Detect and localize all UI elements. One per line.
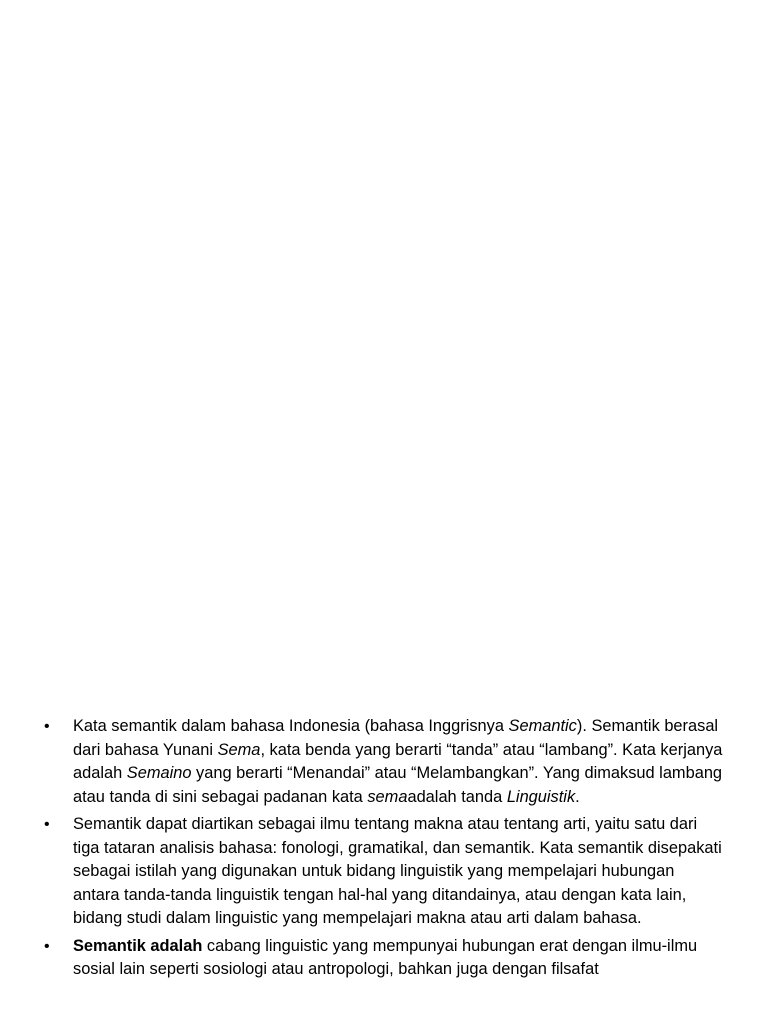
bullet-item-1	[44, 715, 724, 809]
text-run: adalah tanda	[407, 787, 507, 806]
bullet-dot-icon: •	[44, 816, 50, 833]
text-run: .	[575, 787, 580, 806]
bullet-dot-icon: •	[44, 937, 50, 955]
bullet-list	[44, 715, 724, 986]
bullet-text	[73, 935, 724, 982]
text-run-bold: Semantik adalah	[73, 936, 203, 955]
text-run: cabang linguistic yang mempunyai hubungan erat dengan ilmu-ilmu sosial lain seperti sosiologi atau antropologi, bahkan juga dengan filsafat	[73, 936, 698, 978]
text-run-italic: sema	[367, 787, 408, 806]
bullet-dot-icon: •	[44, 718, 50, 735]
bullet-item-2	[44, 813, 724, 931]
text-run-italic: Sema	[217, 740, 261, 759]
text-run: Kata semantik dalam bahasa Indonesia (bahasa Inggrisnya	[73, 717, 509, 735]
text-run-italic: Semaino	[126, 764, 192, 782]
bullet-item-3	[44, 935, 724, 982]
bullet-text	[73, 813, 724, 931]
text-run: ). Semantik berasal dari bahasa Yunani	[73, 717, 719, 759]
text-run-italic: Semantic	[508, 717, 577, 735]
text-run: yang berarti “Menandai” atau “Melambangkan”. Yang dimaksud lambang atau tanda di sini sebagai padanan kata	[73, 764, 723, 806]
bullet-text	[73, 715, 724, 809]
text-run: , kata benda yang berarti “tanda” atau “lambang”. Kata kerjanya adalah	[73, 740, 723, 782]
text-run-italic: Linguistik	[506, 787, 576, 806]
text-run: Semantik dapat diartikan sebagai ilmu tentang makna atau tentang arti, yaitu satu dari tiga tataran analisis bahasa: fonologi, gramatikal, dan semantik. Kata semantik disepakati sebagai istilah yang digunakan untuk bidang linguistik yang mempelajari hubungan antara tanda-tanda linguistik tengan hal-hal yang ditandainya, atau dengan kata lain, bidang studi dalam linguistic yang mempelajari makna atau arti dalam bahasa.	[73, 815, 722, 927]
